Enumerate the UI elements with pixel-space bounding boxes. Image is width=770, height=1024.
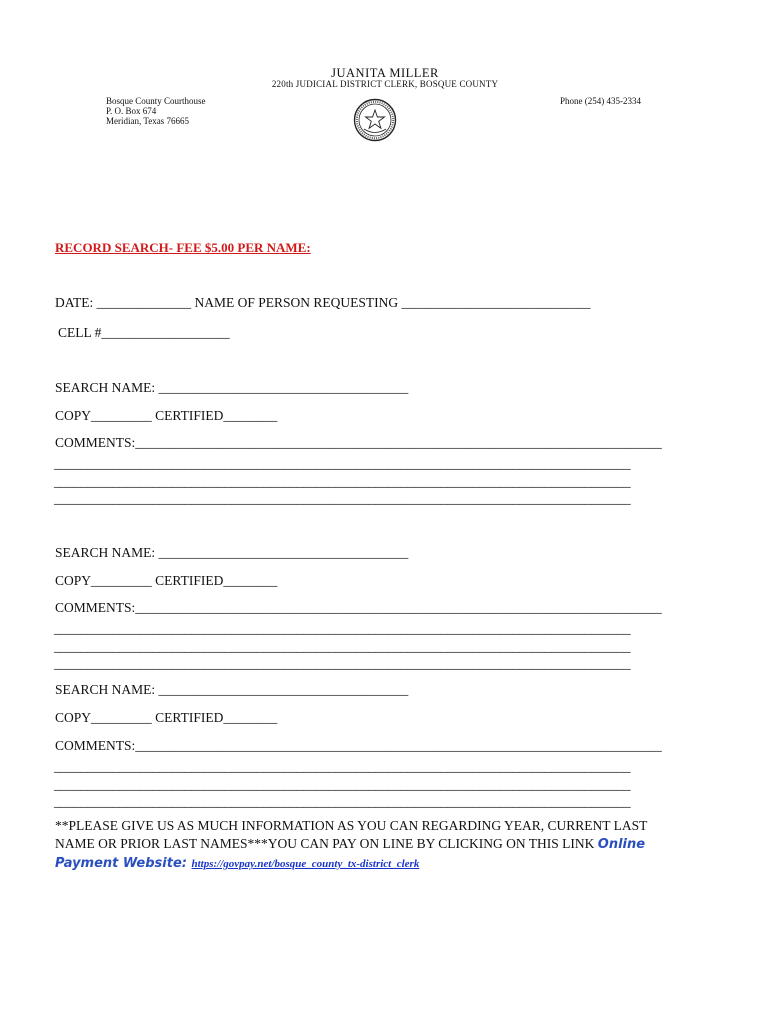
comment-blank-line[interactable]: ________________________________________________________________________________________: [54, 639, 631, 654]
online-label: Online: [597, 837, 646, 852]
comment-blank-line[interactable]: ________________________________________________________________________________________: [54, 656, 631, 671]
comment-blank-line[interactable]: ________________________________________________________________________________________: [54, 759, 631, 774]
comments-line[interactable]: COMMENTS:______________________________________________________________________________: [55, 600, 662, 615]
payment-website-label: Payment Website:: [55, 856, 192, 871]
comments-line[interactable]: COMMENTS:______________________________________________________________________________: [55, 435, 662, 450]
comments-line[interactable]: COMMENTS:______________________________________________________________________________: [55, 738, 662, 753]
comment-blank-line[interactable]: ________________________________________________________________________________________: [54, 794, 631, 809]
info-note-line-1: **PLEASE GIVE US AS MUCH INFORMATION AS YOU CAN REGARDING YEAR, CURRENT LAST: [55, 818, 648, 833]
record-search-heading: RECORD SEARCH- FEE $5.00 PER NAME:: [55, 240, 311, 255]
address-line-1: Bosque County Courthouse: [106, 96, 206, 106]
county-seal-icon: [353, 98, 397, 142]
search-name-line[interactable]: SEARCH NAME: _____________________________________: [55, 380, 409, 395]
address-line-2: P. O. Box 674: [106, 106, 157, 116]
cell-number-line[interactable]: CELL #___________________: [58, 325, 230, 340]
phone-number: Phone (254) 435-2334: [560, 96, 641, 106]
payment-line: [55, 855, 419, 871]
comment-blank-line[interactable]: ________________________________________________________________________________________: [54, 777, 631, 792]
info-note-text: NAME OR PRIOR LAST NAMES***YOU CAN PAY ON LINE BY CLICKING ON THIS LINK: [55, 836, 598, 851]
copy-certified-line[interactable]: COPY_________ CERTIFIED________: [55, 408, 278, 423]
info-note-line-2: [55, 836, 645, 852]
copy-certified-line[interactable]: COPY_________ CERTIFIED________: [55, 573, 278, 588]
clerk-name: JUANITA MILLER: [331, 66, 439, 80]
date-requester-line[interactable]: DATE: ______________ NAME OF PERSON REQUESTING ____________________________: [55, 295, 591, 310]
comment-blank-line[interactable]: ________________________________________________________________________________________: [54, 456, 631, 471]
comment-blank-line[interactable]: ________________________________________________________________________________________: [54, 474, 631, 489]
clerk-title: 220th JUDICIAL DISTRICT CLERK, BOSQUE COUNTY: [271, 79, 499, 89]
search-name-line[interactable]: SEARCH NAME: _____________________________________: [55, 682, 409, 697]
comment-blank-line[interactable]: ________________________________________________________________________________________: [54, 621, 631, 636]
copy-certified-line[interactable]: COPY_________ CERTIFIED________: [55, 710, 278, 725]
search-name-line[interactable]: SEARCH NAME: _____________________________________: [55, 545, 409, 560]
comment-blank-line[interactable]: ________________________________________________________________________________________: [54, 491, 631, 506]
payment-link[interactable]: https://govpay.net/bosque_county_tx-district_clerk: [191, 858, 420, 870]
address-line-3: Meridian, Texas 76665: [106, 116, 189, 126]
